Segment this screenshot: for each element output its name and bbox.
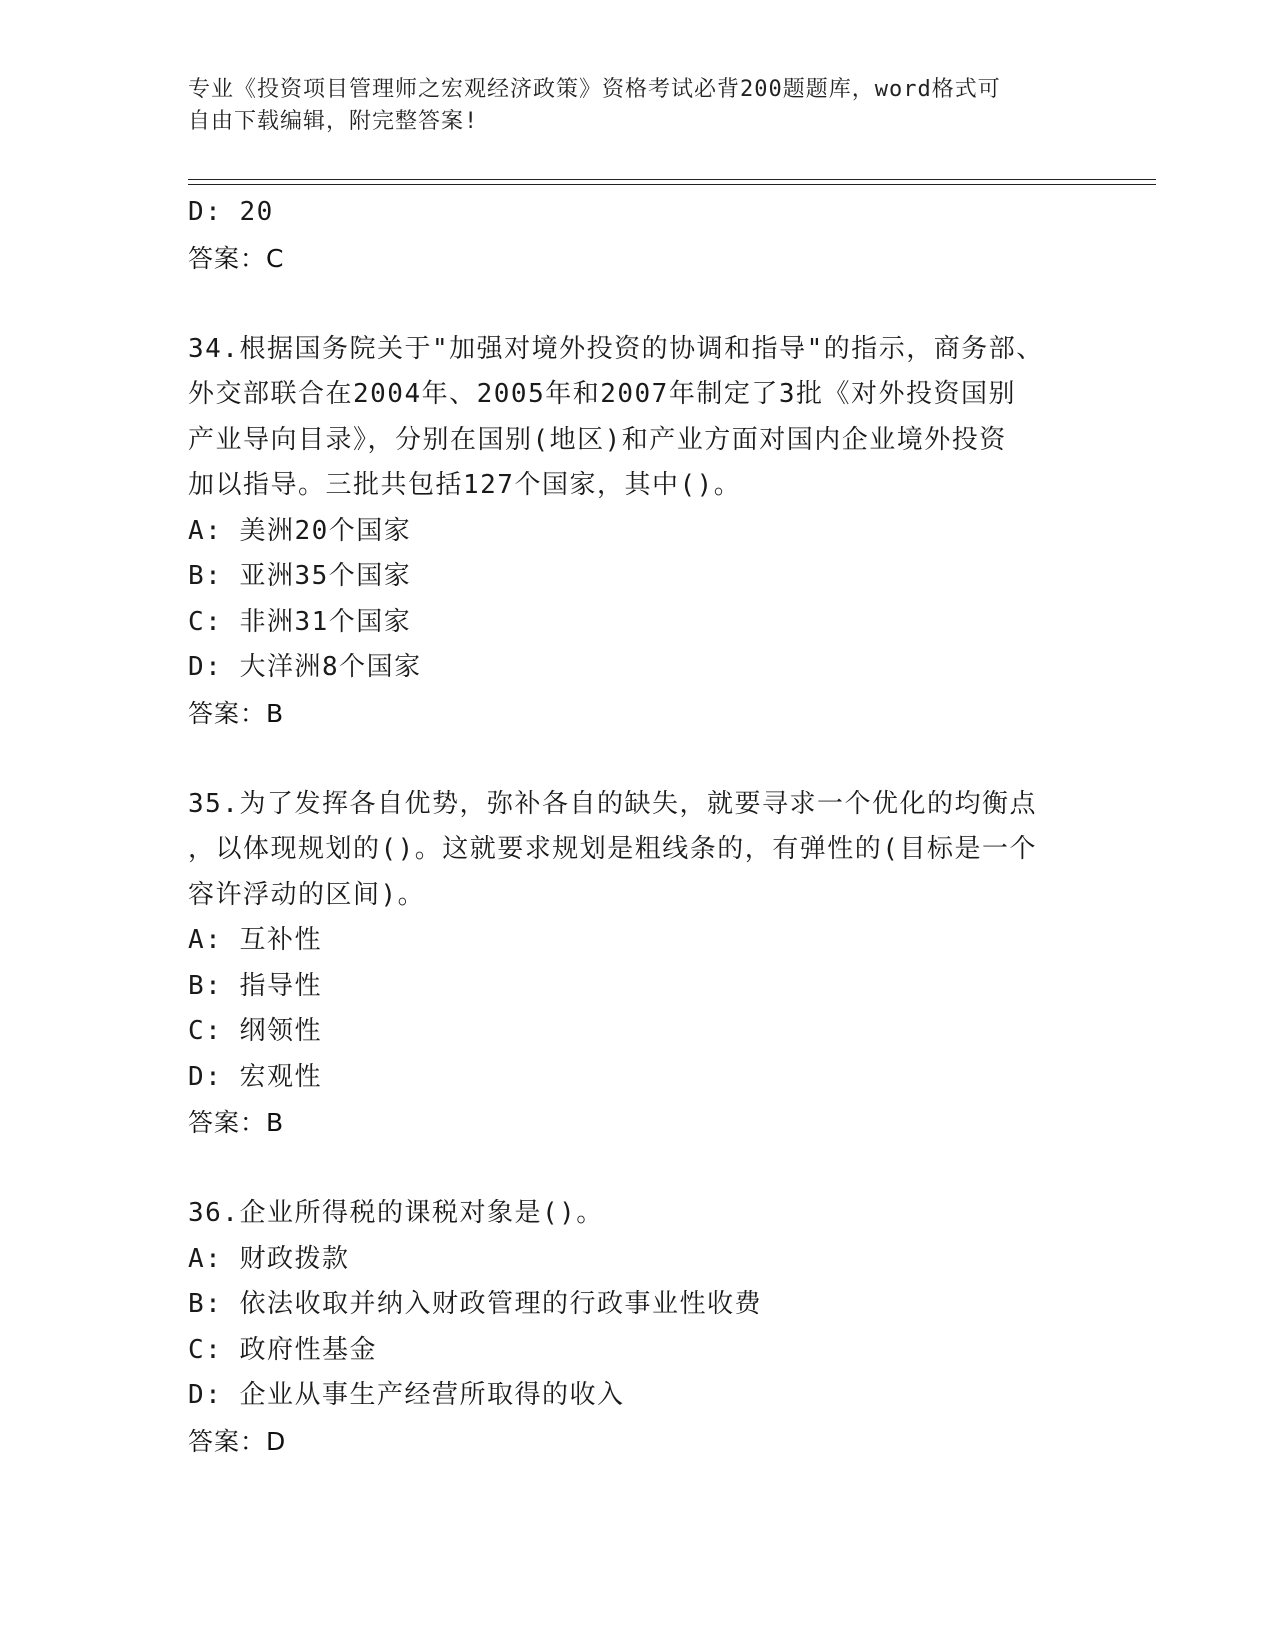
option-b: B: 亚洲35个国家	[188, 561, 412, 591]
option-b: B: 依法收取并纳入财政管理的行政事业性收费	[188, 1289, 762, 1319]
question-text-line: 容许浮动的区间)。	[188, 879, 426, 910]
question-text-line: ，以体现规划的()。这就要求规划是粗线条的，有弹性的(目标是一个	[188, 834, 1037, 864]
answer: 答案：C	[188, 243, 285, 273]
answer: 答案：D	[188, 1426, 287, 1456]
spacer	[188, 736, 1088, 782]
document-body	[188, 190, 1088, 1464]
option-d: D: 大洋洲8个国家	[188, 652, 422, 682]
question-text-line: 产业导向目录》，分别在国别(地区)和产业方面对国内企业境外投资	[188, 424, 1007, 455]
answer: 答案：B	[188, 1108, 285, 1137]
option-d: D: 宏观性	[188, 1061, 322, 1092]
option-c: C: 非洲31个国家	[188, 606, 412, 637]
spacer	[188, 1146, 1088, 1192]
answer: 答案：B	[188, 698, 285, 728]
header-line-1: 专业《投资项目管理师之宏观经济政策》资格考试必背200题题库，word格式可	[188, 77, 1001, 102]
question-text-line: 34.根据国务院关于"加强对境外投资的协调和指导"的指示，商务部、	[188, 333, 1044, 364]
option-a: A: 财政拨款	[188, 1243, 350, 1274]
header-line-2: 自由下载编辑，附完整答案!	[188, 109, 479, 134]
previous-question-tail	[188, 190, 1088, 281]
question-text-line: 36.企业所得税的课税对象是()。	[188, 1198, 604, 1228]
option-d: D: 企业从事生产经营所取得的收入	[188, 1380, 625, 1410]
question-35	[188, 782, 1088, 1146]
spacer	[188, 281, 1088, 327]
question-text-line: 外交部联合在2004年、2005年和2007年制定了3批《对外投资国别	[188, 379, 1016, 409]
option-a: A: 互补性	[188, 925, 322, 955]
question-text-line: 加以指导。三批共包括127个国家，其中()。	[188, 470, 742, 500]
option-d: D: 20	[188, 197, 274, 227]
option-a: A: 美洲20个国家	[188, 515, 412, 546]
option-c: C: 纲领性	[188, 1016, 322, 1046]
header-rule-bottom	[188, 184, 1156, 185]
option-b: B: 指导性	[188, 970, 322, 1001]
page-header	[188, 74, 1088, 138]
question-text-line: 35.为了发挥各自优势，弥补各自的缺失，就要寻求一个优化的均衡点	[188, 788, 1037, 819]
question-34	[188, 327, 1088, 737]
option-c: C: 政府性基金	[188, 1334, 377, 1365]
header-rule-top	[188, 179, 1156, 180]
question-36	[188, 1191, 1088, 1464]
